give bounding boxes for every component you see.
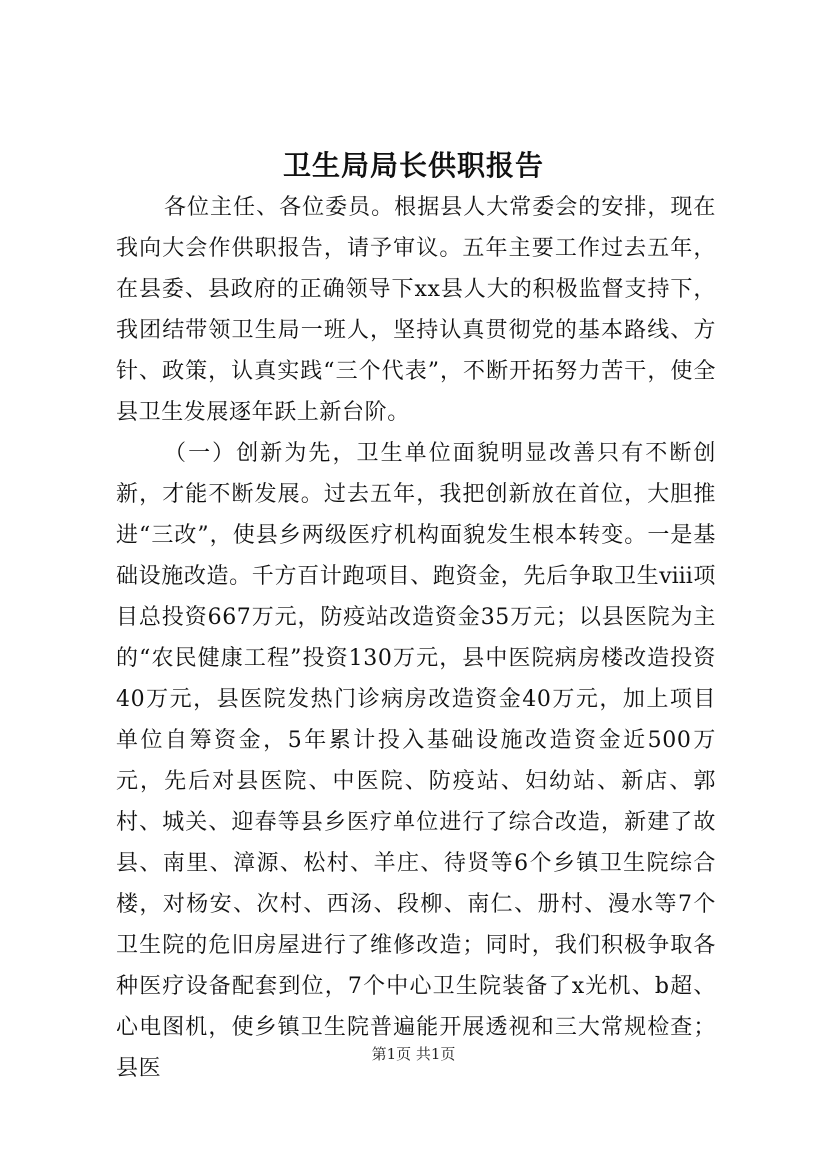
- paragraph-innovation: （一）创新为先，卫生单位面貌明显改善只有不断创新，才能不断发展。过去五年，我把创新放在首位，大胆推进“三改”，使县乡两级医疗机构面貌发生根本转变。一是基础设施改造。千方百计跑项目、跑资金，先后争取卫生ⅷ项目总投资667万元，防疫站改造资金35万元；以县医院为主的“农民健康工程”投资130万元，县中医院病房楼改造投资40万元，县医院发热门诊病房改造资金40万元，加上项目单位自筹资金，5年累计投入基础设施改造资金近500万元，先后对县医院、中医院、防疫站、妇幼站、新店、郭村、城关、迎春等县乡医疗单位进行了综合改造，新建了故县、南里、漳源、松村、羊庄、待贤等6个乡镇卫生院综合楼，对杨安、次村、西汤、段柳、南仁、册村、漫水等7个卫生院的危旧房屋进行了维修改造；同时，我们积极争取各种医疗设备配套到位，7个中心卫生院装备了x光机、b超、心电图机，使乡镇卫生院普遍能开展透视和三大常规检查；县医: [116, 441, 716, 1081]
- paragraph-intro: 各位主任、各位委员。根据县人大常委会的安排，现在我向大会作供职报告，请予审议。五年主要工作过去五年，在县委、县政府的正确领导下xx县人大的积极监督支持下，我团结带领卫生局一班人，坚持认真贯彻党的基本路线、方针、政策，认真实践“三个代表”，不断开拓努力苦干，使全县卫生发展逐年跃上新台阶。: [116, 195, 716, 425]
- page-number-footer: 第1页 共1页: [371, 1045, 456, 1063]
- document-title: 卫生局局长供职报告: [282, 149, 544, 182]
- document-body: [116, 187, 716, 1089]
